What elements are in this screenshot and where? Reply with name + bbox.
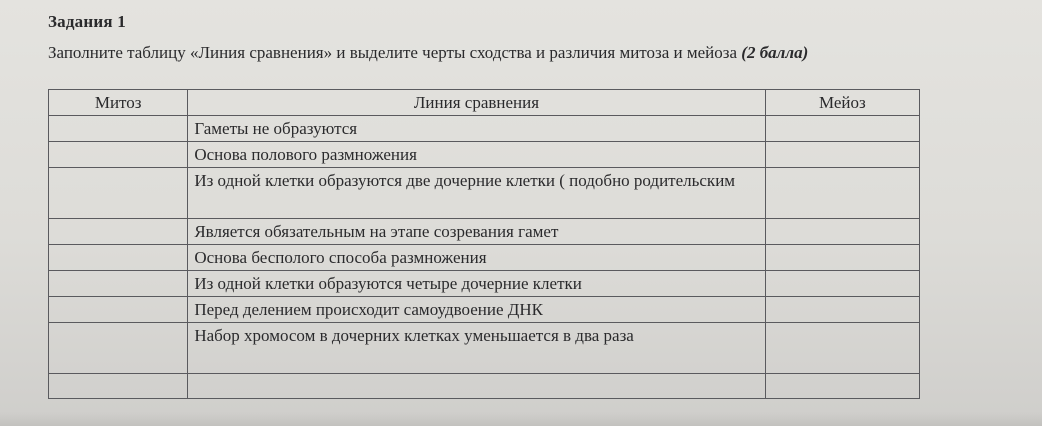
mitosis-cell[interactable] [49, 142, 188, 168]
comparison-cell: Перед делением происходит самоудвоение ДНК [188, 297, 765, 323]
comparison-cell: Набор хромосом в дочерних клетках уменьшается в два раза [188, 323, 765, 374]
comparison-cell: Основа бесполого способа размножения [188, 245, 765, 271]
comparison-cell: Основа полового размножения [188, 142, 765, 168]
meiosis-cell[interactable] [765, 297, 919, 323]
meiosis-cell[interactable] [765, 245, 919, 271]
mitosis-cell[interactable] [49, 116, 188, 142]
mitosis-cell[interactable] [49, 219, 188, 245]
table-row [49, 297, 920, 323]
header-comparison-line: Линия сравнения [188, 90, 765, 116]
instruction-text: Заполните таблицу «Линия сравнения» и выделите черты сходства и различия митоза и мейоза [48, 43, 738, 62]
table-header-row [49, 90, 920, 116]
meiosis-cell[interactable] [765, 374, 919, 399]
table-row [49, 374, 920, 399]
mitosis-cell[interactable] [49, 323, 188, 374]
mitosis-cell[interactable] [49, 374, 188, 399]
table-row [49, 219, 920, 245]
meiosis-cell[interactable] [765, 168, 919, 219]
mitosis-cell[interactable] [49, 168, 188, 219]
meiosis-cell[interactable] [765, 323, 919, 374]
table-row [49, 168, 920, 219]
page-bottom-edge [0, 412, 1042, 426]
comparison-cell: Из одной клетки образуются четыре дочерние клетки [188, 271, 765, 297]
meiosis-cell[interactable] [765, 142, 919, 168]
table-row [49, 116, 920, 142]
mitosis-cell[interactable] [49, 297, 188, 323]
comparison-cell: Из одной клетки образуются две дочерние клетки ( подобно родительским [188, 168, 765, 219]
header-mitosis: Митоз [49, 90, 188, 116]
mitosis-cell[interactable] [49, 245, 188, 271]
task-instruction [48, 40, 998, 66]
meiosis-cell[interactable] [765, 116, 919, 142]
comparison-table [48, 89, 920, 399]
meiosis-cell[interactable] [765, 271, 919, 297]
points-label: (2 балла) [741, 43, 809, 62]
mitosis-cell[interactable] [49, 271, 188, 297]
comparison-cell: Является обязательным на этапе созревания гамет [188, 219, 765, 245]
table-row [49, 142, 920, 168]
task-title: Задания 1 [48, 12, 126, 31]
table-row [49, 323, 920, 374]
comparison-cell[interactable] [188, 374, 765, 399]
table-row [49, 271, 920, 297]
table-row [49, 245, 920, 271]
header-meiosis: Мейоз [765, 90, 919, 116]
meiosis-cell[interactable] [765, 219, 919, 245]
comparison-cell: Гаметы не образуются [188, 116, 765, 142]
